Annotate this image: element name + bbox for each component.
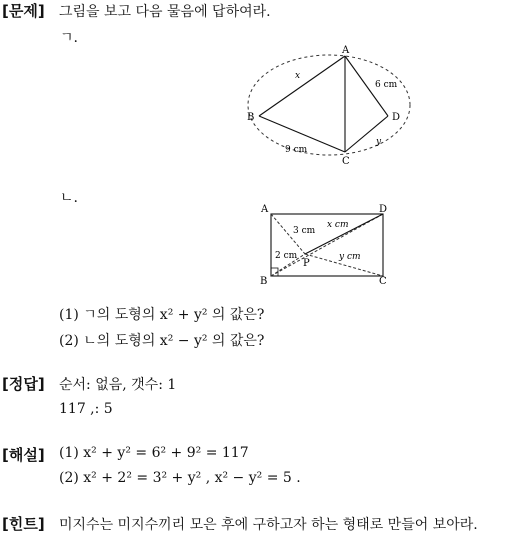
length-ap-label: 3 cm (293, 226, 316, 236)
hint-text: 미지수는 미지수끼리 모은 후에 구하고자 하는 형태로 만들어 보아라. (59, 517, 478, 533)
point-c-label: C (379, 276, 387, 287)
point-d-label: D (392, 112, 401, 123)
point-a-label: A (342, 45, 350, 56)
figure-a-label: ㄱ. (60, 30, 78, 46)
explanation-line-2: (2) x² + 2² = 3² + y² , x² − y² = 5 . (59, 470, 301, 486)
problem-intro: 그림을 보고 다음 물음에 답하여라. (59, 4, 271, 20)
answer-line-1: 순서: 없음, 갯수: 1 (59, 377, 177, 393)
question-2: (2) ㄴ의 도형의 x² − y² 의 값은? (59, 333, 265, 349)
point-a-label: A (261, 204, 269, 215)
question-1: (1) ㄱ의 도형의 x² + y² 의 값은? (59, 307, 265, 323)
length-bp-label: 2 cm (275, 251, 298, 261)
point-p-label: P (303, 258, 310, 269)
point-b-label: B (247, 112, 255, 123)
answer-line-2: 117 ,: 5 (59, 401, 113, 417)
var-x-label: x (295, 71, 301, 81)
explanation-tag: [해설] (2, 446, 45, 464)
problem-tag: [문제] (2, 2, 45, 20)
point-c-label: C (342, 156, 350, 167)
var-x-label: x cm (327, 220, 349, 230)
figure-b-rectangle (255, 200, 395, 290)
explanation-line-1: (1) x² + y² = 6² + 9² = 117 (59, 445, 249, 461)
point-d-label: D (379, 204, 388, 215)
var-y-label: y cm (339, 252, 361, 262)
answer-tag: [정답] (2, 375, 45, 393)
figure-a-quadrilateral (240, 40, 415, 170)
point-b-label: B (260, 276, 268, 287)
var-y-label: y (376, 137, 382, 147)
length-ad-label: 6 cm (375, 80, 398, 90)
figure-b-label: ㄴ. (60, 190, 78, 206)
length-bc-label: 9 cm (285, 145, 308, 155)
hint-tag: [힌트] (2, 515, 45, 533)
